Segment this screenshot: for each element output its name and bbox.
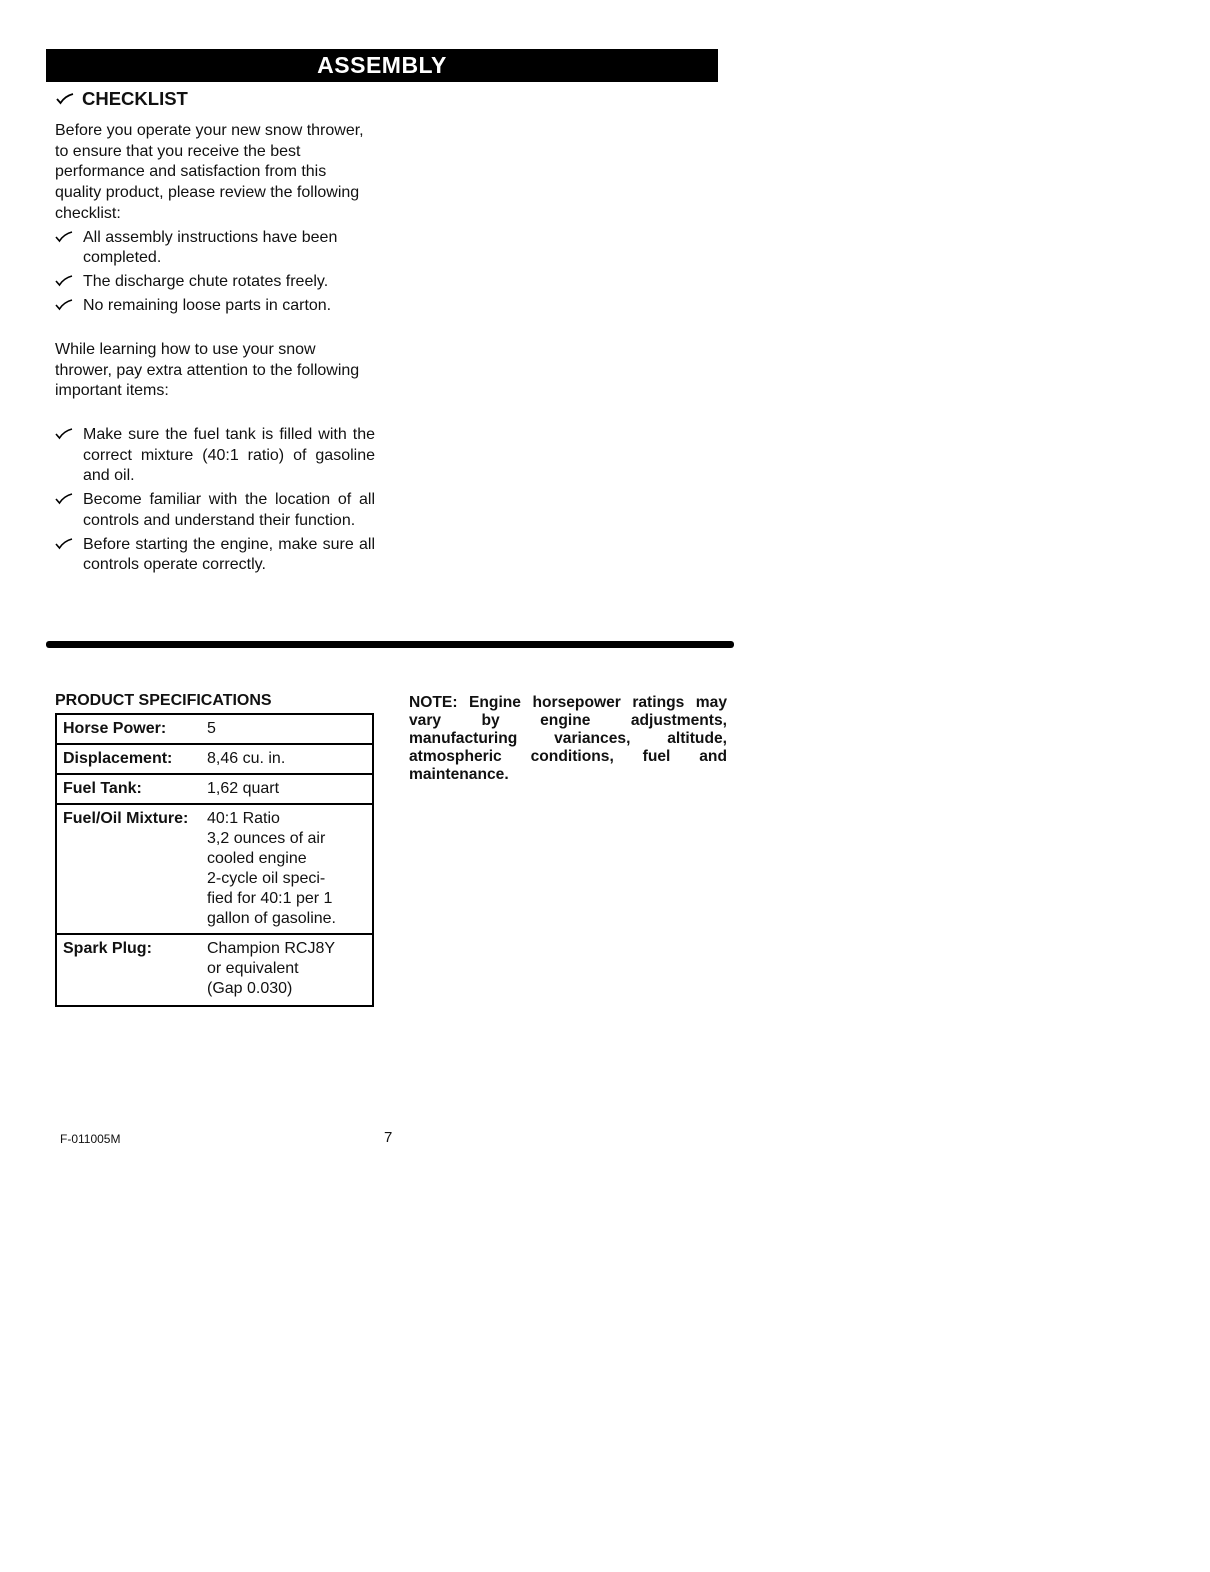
table-row	[56, 804, 373, 934]
spec-value: 8,46 cu. in.	[195, 744, 373, 774]
spec-value: Champion RCJ8Y or equivalent (Gap 0.030)	[195, 934, 373, 1006]
list-item-text: Become familiar with the location of all controls and understand their function.	[83, 491, 375, 529]
spec-value: 5	[207, 720, 216, 737]
list-item	[55, 272, 375, 293]
section-banner: ASSEMBLY	[46, 49, 718, 82]
spec-label: Horse Power:	[63, 720, 167, 737]
table-row	[56, 714, 373, 744]
checkmark-icon	[55, 274, 73, 288]
spec-value: 40:1 Ratio 3,2 ounces of air cooled engine 2-cycle oil speci- fied for 40:1 per 1 gallon of gasoline.	[195, 804, 373, 934]
list-item	[55, 490, 375, 531]
spec-label: Displacement:	[56, 744, 195, 774]
checklist-title: CHECKLIST	[82, 88, 188, 109]
section-divider	[46, 641, 734, 648]
checkmark-icon	[55, 230, 73, 244]
checklist-heading	[56, 88, 188, 110]
spec-value: 1,62 quart	[195, 774, 373, 804]
list-item	[55, 228, 375, 269]
table-row	[56, 774, 373, 804]
list-item	[55, 296, 375, 317]
list-item	[55, 425, 375, 487]
spec-label: Fuel Tank:	[56, 774, 195, 804]
page-number: 7	[384, 1129, 393, 1146]
list-item-text: Before starting the engine, make sure all controls operate correctly.	[83, 535, 375, 574]
list-item-text: All assembly instructions have been completed.	[83, 228, 338, 267]
important-items	[55, 425, 375, 576]
list-item-text: Make sure the fuel tank is filled with the correct mixture (40:1 ratio) of gasoline and oil.	[83, 426, 375, 485]
document-code: F-011005M	[60, 1132, 121, 1146]
checklist-intro: Before you operate your new snow thrower, to ensure that you receive the best performance and satisfaction from this quality product, please review the following checklist:	[55, 122, 364, 222]
list-item	[55, 535, 375, 576]
checkmark-icon	[55, 492, 73, 506]
checkmark-icon	[55, 427, 73, 441]
table-row	[56, 934, 373, 1006]
list-item-text: The discharge chute rotates freely.	[83, 272, 329, 290]
note-text: NOTE: Engine horsepower ratings may vary by engine adjustments, manufacturing variances, altitude, atmospheric conditions, fuel and maintenance.	[409, 694, 727, 783]
checkmark-icon	[55, 298, 73, 312]
specs-title: PRODUCT SPECIFICATIONS	[55, 692, 272, 709]
specs-table	[55, 713, 374, 1007]
list-item-text: No remaining loose parts in carton.	[83, 296, 332, 314]
checklist-block	[55, 121, 375, 316]
table-row	[56, 744, 373, 774]
learning-intro: While learning how to use your snow thrower, pay extra attention to the following important items:	[55, 341, 360, 400]
checkmark-icon	[55, 537, 73, 551]
checklist-items	[55, 228, 375, 317]
spec-label: Fuel/Oil Mixture:	[56, 804, 195, 934]
checkmark-icon	[56, 92, 74, 106]
spec-label: Spark Plug:	[56, 934, 195, 1006]
